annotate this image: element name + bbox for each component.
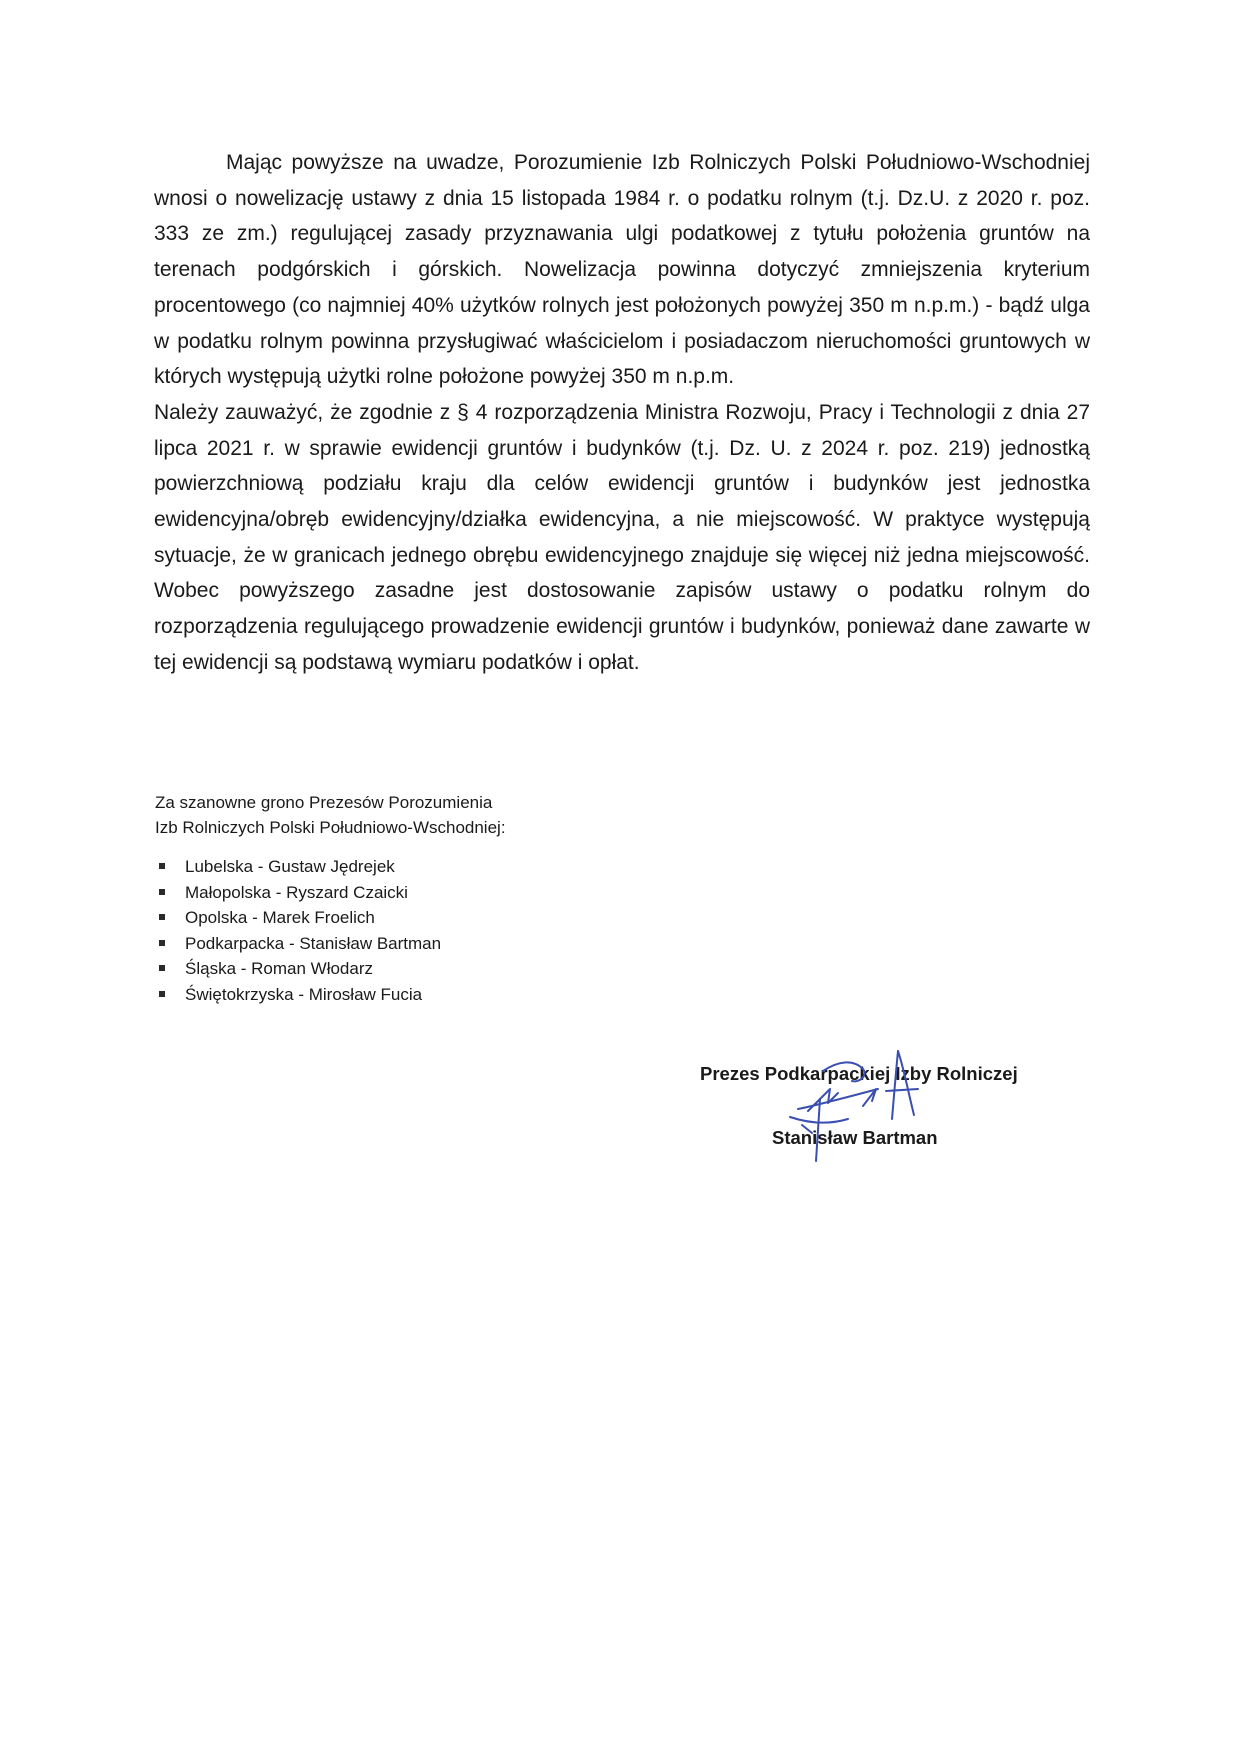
president-entry: Małopolska - Ryszard Czaicki <box>185 882 408 902</box>
president-entry: Opolska - Marek Froelich <box>185 908 375 927</box>
president-entry: Świętokrzyska - Mirosław Fucia <box>185 984 423 1004</box>
president-entry: Podkarpacka - Stanisław Bartman <box>185 933 442 953</box>
square-bullet-icon <box>159 965 165 971</box>
list-item <box>155 982 755 1008</box>
sender-block <box>155 790 755 1007</box>
president-entry: Śląska - Roman Włodarz <box>185 959 374 978</box>
sender-intro <box>155 790 755 840</box>
sender-intro-line-1: Za szanowne grono Prezesów Porozumienia <box>155 793 493 812</box>
square-bullet-icon <box>159 863 165 869</box>
handwritten-signature-icon <box>768 1041 958 1171</box>
list-item <box>155 880 755 906</box>
square-bullet-icon <box>159 914 165 920</box>
paragraph-justification: Należy zauważyć, że zgodnie z § 4 rozporządzenia Ministra Rozwoju, Pracy i Technologii z dnia 27 lipca 2021 r. w sprawie ewidencji gruntów i budynków (t.j. Dz. U. z 2024 r. poz. 219) jednostką powierzchniową podziału kraju dla celów ewidencji gruntów i budynków jest jednostka ewidencyjna/obręb ewidencyjny/działka ewidencyjna, a nie miejscowość. W praktyce występują sytuacje, że w granicach jednego obrębu ewidencyjnego znajduje się więcej niż jedna miejscowość. Wobec powyższego zasadne jest dostosowanie zapisów ustawy o podatku rolnym do rozporządzenia regulującego prowadzenie ewidencji gruntów i budynków, ponieważ dane zawarte w tej ewidencji są podstawą wymiaru podatków i opłat. <box>154 400 1090 674</box>
list-item <box>155 905 755 931</box>
presidents-list <box>155 854 755 1007</box>
signatory-role: Prezes Podkarpackiej Izby Rolniczej <box>700 1063 1018 1084</box>
square-bullet-icon <box>159 889 165 895</box>
paragraph-request: Mając powyższe na uwadze, Porozumienie Izb Rolniczych Polski Południowo-Wschodniej wnosi o nowelizację ustawy z dnia 15 listopada 1984 r. o podatku rolnym (t.j. Dz.U. z 2020 r. poz. 333 ze zm.) regulującej zasady przyznawania ulgi podatkowej z tytułu położenia gruntów na terenach podgórskich i górskich. Nowelizacja powinna dotyczyć zmniejszenia kryterium procentowego (co najmniej 40% użytków rolnych jest położonych powyżej 350 m n.p.m.) - bądź ulga w podatku rolnym powinna przysługiwać właścicielom i posiadaczom nieruchomości gruntowych w których występują użytki rolne położone powyżej 350 m n.p.m. <box>154 151 1090 389</box>
square-bullet-icon <box>159 940 165 946</box>
signatory-name: Stanisław Bartman <box>772 1127 938 1148</box>
list-item <box>155 931 755 957</box>
list-item <box>155 854 755 880</box>
letter-body <box>154 145 1090 681</box>
president-entry: Lubelska - Gustaw Jędrejek <box>185 857 395 876</box>
list-item <box>155 956 755 982</box>
sender-intro-line-2: Izb Rolniczych Polski Południowo-Wschodniej: <box>155 818 506 837</box>
square-bullet-icon <box>159 991 165 997</box>
